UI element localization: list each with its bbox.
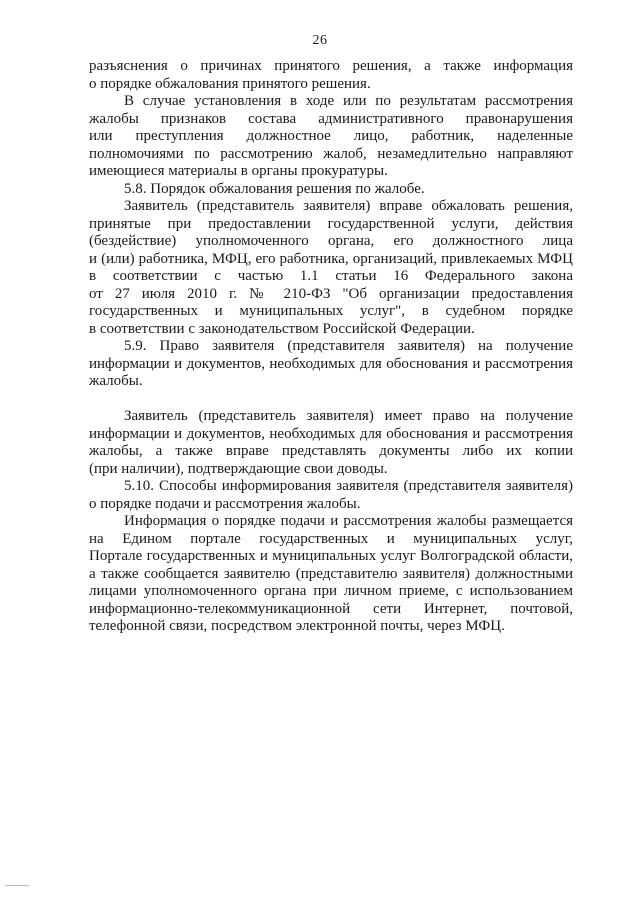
text-line: принятые при предоставлении государственной услуги, действия (89, 215, 573, 232)
text-line: телефонной связи, посредством электронной почты, через МФЦ. (89, 618, 505, 634)
text-line: (бездействие) уполномоченного органа, его должностного лица (89, 233, 573, 249)
text-line: полномочиями по рассмотрению жалоб, незамедлительно направляют (89, 145, 573, 162)
text-line: информации и документов, необходимых для обоснования и рассмотрения (89, 425, 573, 442)
text-line: государственных и муниципальных услуг", в судебном порядке (89, 303, 573, 319)
page-number: 26 (312, 33, 328, 48)
text-line: в соответствии с законодательством Российской Федерации. (89, 320, 475, 337)
text-line: жалобы. (89, 373, 143, 389)
text-line: Информация о порядке подачи и рассмотрения жалобы размещается (124, 513, 573, 529)
text-line: или преступления должностное лицо, работник, наделенные (89, 128, 573, 144)
text-line: в соответствии с частью 1.1 статьи 16 Федерального закона (89, 268, 573, 284)
text-line: на Едином портале государственных и муниципальных услуг, (89, 530, 573, 547)
text-line: разъяснения о причинах принятого решения, а также информация (89, 58, 573, 74)
text-line: от 27 июля 2010 г. № 210-ФЗ "Об организации предоставления (89, 285, 573, 302)
text-line: (при наличии), подтверждающие свои доводы. (89, 460, 388, 477)
scan-artifact (5, 885, 29, 886)
text-line: В случае установления в ходе или по результатам рассмотрения (124, 93, 573, 109)
section-heading: 5.9. Право заявителя (представителя заявителя) на получение (124, 338, 573, 354)
body-text (89, 58, 573, 636)
text-line: Заявитель (представитель заявителя) имеет право на получение (124, 408, 573, 424)
text-line: информационно-телекоммуникационной сети Интернет, почтовой, (89, 600, 573, 617)
text-line: жалобы, а также вправе представлять документы либо их копии (89, 443, 573, 459)
text-line: о порядке подачи и рассмотрения жалобы. (89, 495, 361, 512)
blank-line (89, 391, 573, 409)
text-line: Портале государственных и муниципальных услуг Волгоградской области, (89, 548, 573, 564)
text-line: имеющиеся материалы в органы прокуратуры. (89, 163, 388, 179)
text-line: информации и документов, необходимых для обоснования и рассмотрения (89, 355, 573, 372)
section-heading: 5.8. Порядок обжалования решения по жалобе. (124, 180, 425, 197)
text-line: а также сообщается заявителю (представителю заявителя) должностными (89, 565, 573, 582)
text-line: жалобы признаков состава административного правонарушения (89, 110, 573, 127)
text-line: и (или) работника, МФЦ, его работника, организаций, привлекаемых МФЦ (89, 250, 573, 267)
text-line: Заявитель (представитель заявителя) вправе обжаловать решения, (124, 198, 573, 214)
text-line: лицами уполномоченного органа при личном приеме, с использованием (89, 583, 573, 599)
text-line: о порядке обжалования принятого решения. (89, 75, 371, 92)
section-heading: 5.10. Способы информирования заявителя (представителя заявителя) (124, 478, 573, 494)
